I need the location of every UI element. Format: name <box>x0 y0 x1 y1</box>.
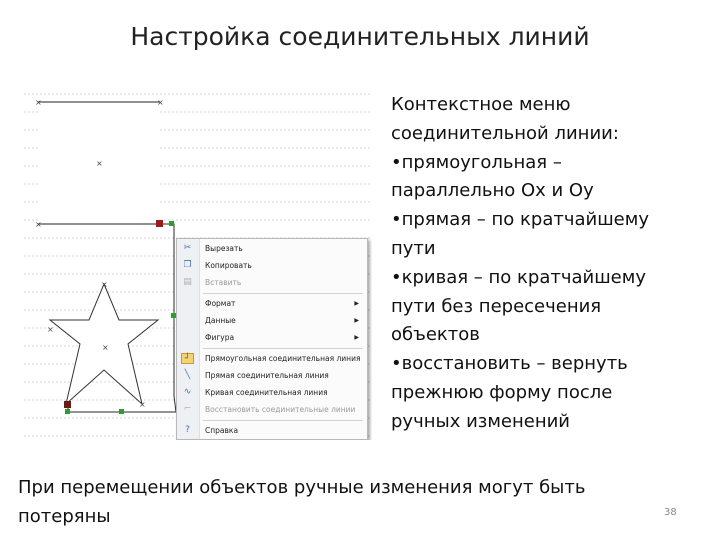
text-line: пути <box>391 237 436 259</box>
cut-icon: ✂ <box>183 243 192 253</box>
menu-item-paste[interactable]: ▤ Вставить <box>177 275 367 290</box>
menu-item-help[interactable]: ? Справка <box>177 423 367 438</box>
svg-text:×: × <box>35 98 42 107</box>
text-line: •восстановить – вернуть <box>391 353 628 375</box>
text-line: •кривая – по кратчайшему <box>391 266 646 288</box>
menu-separator <box>203 293 363 294</box>
connector-start-handle[interactable] <box>156 220 163 227</box>
curved-connector-icon: ∿ <box>183 387 192 397</box>
visio-screenshot <box>24 88 372 440</box>
help-icon: ? <box>185 425 190 435</box>
text-line: •прямоугольная – <box>391 151 562 173</box>
text-line: объектов <box>391 324 480 346</box>
reset-connector-icon: ⌐ <box>183 404 192 414</box>
connector-end-handle[interactable] <box>64 401 71 408</box>
submenu-arrow-icon: ▶ <box>354 317 359 324</box>
slide-title: Настройка соединительных линий <box>130 22 590 51</box>
menu-item-reset-connector[interactable]: ⌐ Восстановить соединительные линии <box>177 402 367 417</box>
text-line: соединительной линии: <box>391 122 619 144</box>
submenu-arrow-icon: ▶ <box>354 300 359 307</box>
menu-item-data[interactable]: Данные ▶ <box>177 313 367 328</box>
copy-icon: ❐ <box>183 260 192 270</box>
menu-separator <box>203 420 363 421</box>
paste-icon: ▤ <box>183 277 192 287</box>
svg-text:×: × <box>101 280 108 289</box>
menu-item-cut[interactable]: ✂ Вырезать <box>177 241 367 256</box>
text-line: пути без пересечения <box>391 295 602 317</box>
text-line: ручных изменений <box>391 410 570 432</box>
svg-text:×: × <box>96 159 103 168</box>
right-angle-connector-icon: ┘ <box>181 353 194 364</box>
menu-item-right-angle-connector[interactable]: ┘ Прямоугольная соединительная линия <box>177 351 367 366</box>
menu-item-copy[interactable]: ❐ Копировать <box>177 258 367 273</box>
menu-item-shape[interactable]: Фигура ▶ <box>177 330 367 345</box>
menu-separator <box>203 348 363 349</box>
menu-item-format[interactable]: Формат ▶ <box>177 296 367 311</box>
svg-text:×: × <box>102 343 109 352</box>
text-line: •прямая – по кратчайшему <box>391 209 649 231</box>
menu-item-straight-connector[interactable]: ╲ Прямая соединительная линия <box>177 368 367 383</box>
menu-item-curved-connector[interactable]: ∿ Кривая соединительная линия <box>177 385 367 400</box>
footer-note: При перемещении объектов ручные изменения могут быть потеряны <box>18 477 586 527</box>
svg-text:×: × <box>157 98 164 107</box>
bullet-text <box>391 91 701 437</box>
svg-text:×: × <box>47 325 54 334</box>
text-line: параллельно Ox и Oy <box>391 180 594 202</box>
context-menu[interactable] <box>176 238 368 440</box>
svg-text:×: × <box>35 220 42 229</box>
submenu-arrow-icon: ▶ <box>354 334 359 341</box>
text-line: прежнюю форму после <box>391 381 613 403</box>
text-line: Контекстное меню <box>391 94 571 115</box>
svg-text:×: × <box>139 400 146 409</box>
page-number: 38 <box>664 507 677 518</box>
straight-connector-icon: ╲ <box>184 370 191 380</box>
